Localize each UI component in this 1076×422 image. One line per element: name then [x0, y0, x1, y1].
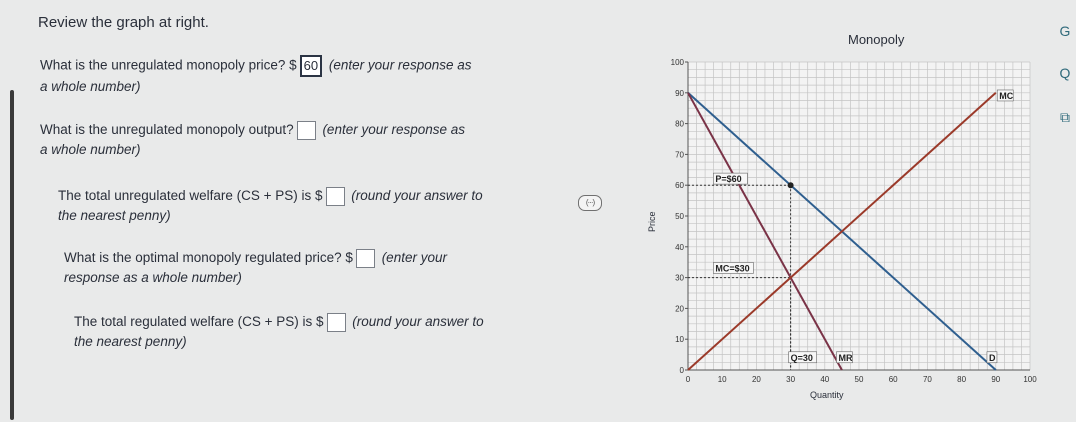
dollar-prefix: $: [316, 314, 324, 329]
label-d: D: [988, 352, 996, 363]
question-text: What is the unregulated monopoly output?: [40, 122, 294, 137]
label-mr: MR: [838, 352, 853, 363]
y-tick-label: 0: [679, 366, 684, 375]
annotation-quantity: Q=30: [790, 352, 813, 363]
question-hint: (round your answer to: [351, 188, 483, 203]
monopoly-chart: [630, 22, 1050, 412]
popout-icon[interactable]: ⧉: [1060, 109, 1070, 125]
x-tick-label: 40: [820, 375, 830, 384]
zoom-icon[interactable]: Q: [1059, 65, 1071, 81]
equilibrium-point: [788, 182, 794, 188]
question-hint: (round your answer to: [352, 314, 484, 329]
question-monopoly-output: [40, 120, 570, 159]
y-tick-label: 60: [675, 181, 684, 191]
question-text: What is the optimal monopoly regulated price?: [64, 250, 346, 265]
question-text: The total regulated welfare (CS + PS) is: [74, 314, 316, 329]
chart-xlabel: Quantity: [810, 390, 844, 400]
page-edge-bar: [10, 90, 14, 420]
question-monopoly-price: [40, 55, 570, 96]
x-tick-label: 80: [957, 375, 967, 384]
question-hint-cont: a whole number): [40, 141, 141, 157]
question-unregulated-welfare: [58, 186, 570, 225]
page-title: Review the graph at right.: [38, 14, 209, 31]
x-tick-label: 30: [786, 375, 796, 384]
annotation-price: P=$60: [715, 174, 742, 185]
y-tick-label: 70: [675, 150, 684, 160]
question-text: The total unregulated welfare (CS + PS) is: [58, 188, 316, 203]
refresh-icon[interactable]: G: [1059, 23, 1071, 39]
panel-splitter-handle[interactable]: (···): [578, 195, 602, 211]
question-regulated-price: [64, 248, 570, 287]
x-tick-label: 0: [685, 375, 691, 384]
question-hint: (enter your response as: [322, 122, 466, 137]
x-tick-label: 10: [717, 375, 727, 384]
question-regulated-welfare: [74, 312, 570, 351]
y-tick-label: 40: [675, 242, 684, 252]
y-tick-label: 100: [670, 58, 684, 67]
dollar-prefix: $: [289, 57, 297, 73]
x-tick-label: 20: [751, 375, 761, 384]
label-mc: MC: [999, 90, 1014, 101]
y-tick-label: 90: [675, 88, 684, 98]
regulated-welfare-input[interactable]: [327, 313, 346, 332]
y-tick-label: 30: [675, 273, 684, 283]
x-tick-label: 100: [1023, 375, 1037, 384]
monopoly-output-input[interactable]: [297, 121, 316, 140]
regulated-price-input[interactable]: [356, 249, 375, 268]
question-hint-cont: the nearest penny): [58, 207, 171, 223]
y-tick-label: 50: [675, 212, 684, 221]
x-tick-label: 70: [922, 375, 932, 384]
question-hint-cont: a whole number): [40, 79, 141, 94]
y-tick-label: 80: [675, 119, 684, 129]
question-hint-cont: response as a whole number): [64, 269, 242, 285]
x-tick-label: 50: [854, 375, 864, 384]
y-tick-label: 10: [675, 335, 684, 345]
dollar-prefix: $: [315, 188, 323, 203]
question-text: What is the unregulated monopoly price?: [40, 57, 290, 73]
unregulated-welfare-input[interactable]: [326, 187, 345, 206]
x-tick-label: 60: [888, 375, 898, 384]
annotation-mc: MC=$30: [715, 263, 750, 274]
chart-ylabel: Price: [647, 211, 657, 232]
y-tick-label: 20: [675, 304, 684, 314]
question-hint-cont: the nearest penny): [74, 333, 187, 349]
dollar-prefix: $: [345, 250, 353, 265]
x-tick-label: 90: [991, 375, 1001, 384]
question-hint: (enter your: [381, 250, 447, 265]
question-hint: (enter your response as: [328, 57, 472, 73]
monopoly-price-input[interactable]: 60: [300, 55, 322, 77]
chart-title: Monopoly: [848, 32, 905, 47]
